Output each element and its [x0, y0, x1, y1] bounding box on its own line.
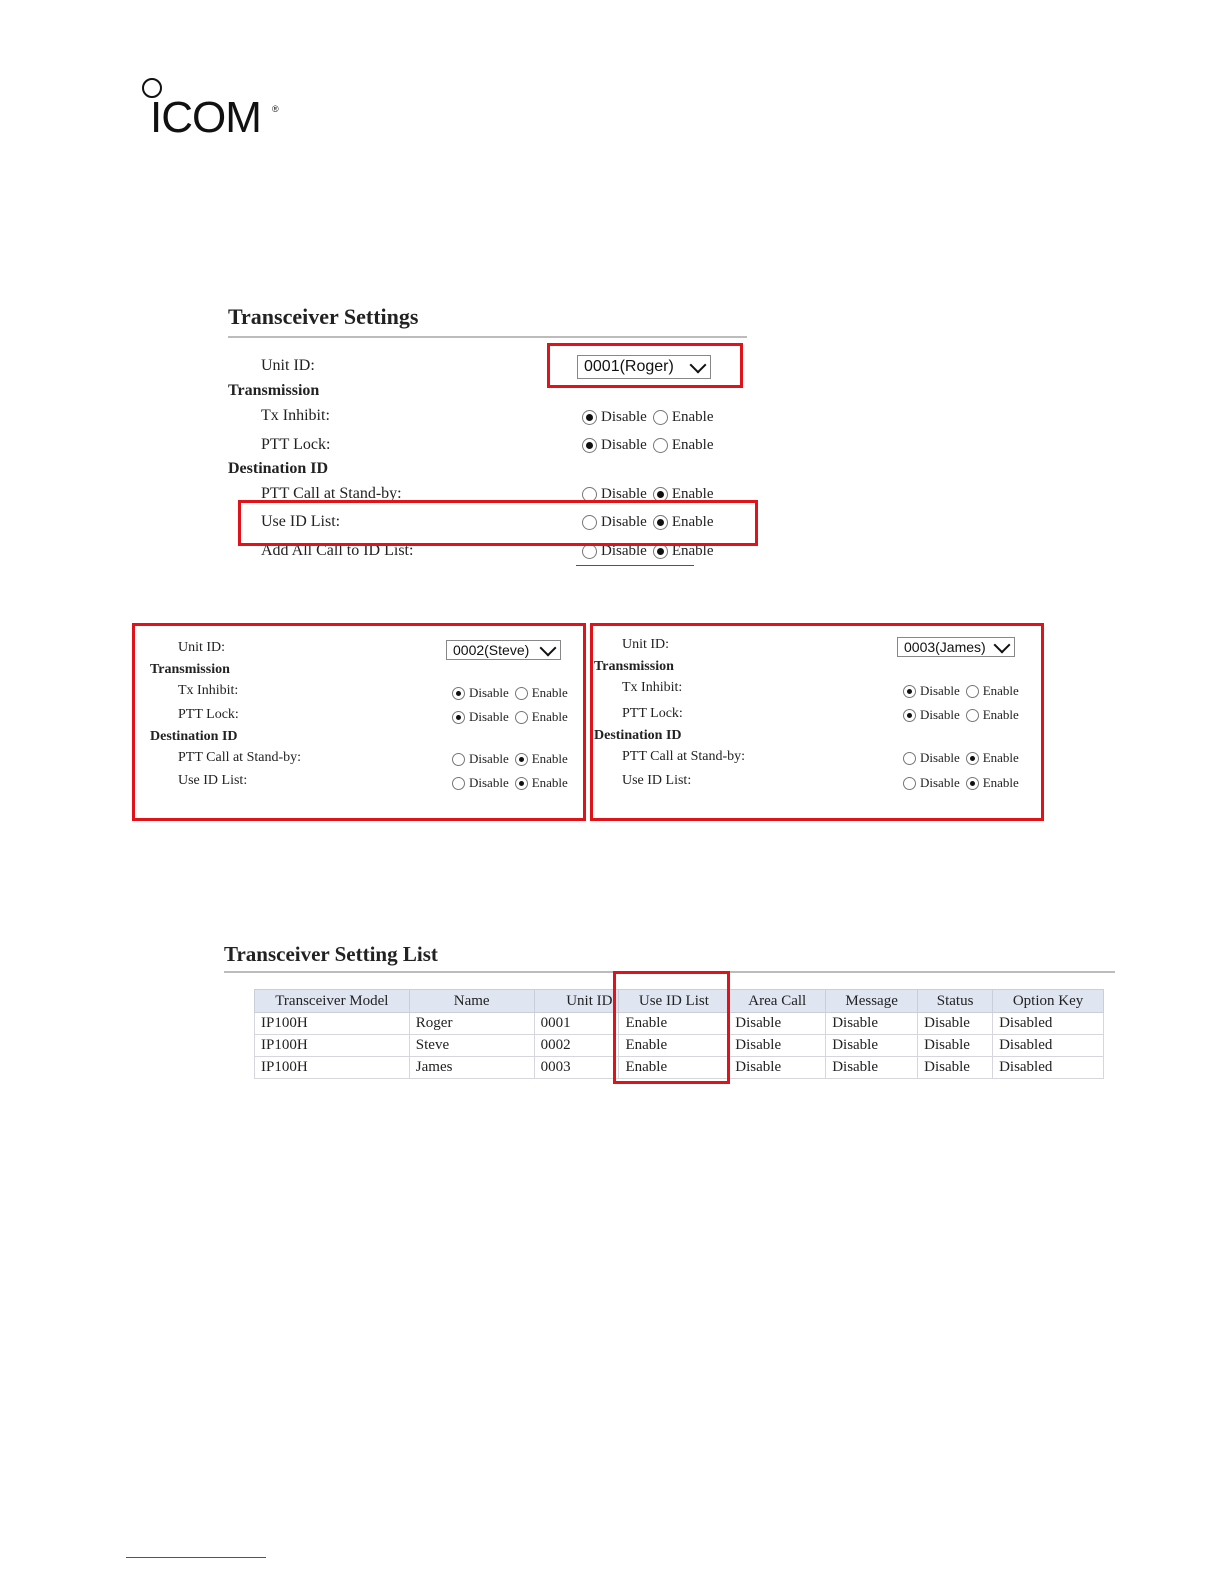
cell-status: Disable [918, 1035, 993, 1057]
steve-tx-inhibit-disable-radio[interactable] [452, 687, 465, 700]
radio-label: Enable [671, 543, 714, 559]
steve-unit-id-select[interactable] [446, 640, 561, 660]
unit-id-label: Unit ID: [261, 357, 315, 374]
cell-unit-id: 0001 [534, 1013, 619, 1035]
steve-ptt-lock-enable-radio[interactable] [515, 711, 528, 724]
james-tx-inhibit-disable-radio[interactable] [903, 685, 916, 698]
unit-id-highlight-box [547, 343, 743, 388]
james-use-id-list-radio-group [903, 775, 1025, 791]
settings-title-rule [228, 336, 747, 338]
col-header-name[interactable]: Name [409, 990, 534, 1013]
james-use-id-list-disable-radio[interactable] [903, 777, 916, 790]
james-ptt-call-radio-group [903, 750, 1025, 766]
radio-label: Disable [920, 775, 960, 790]
james-tx-inhibit-enable-radio[interactable] [966, 685, 979, 698]
ptt-lock-enable-radio[interactable] [653, 438, 668, 453]
cell-unit-id: 0003 [534, 1057, 619, 1079]
logo-wordmark: ICOM [150, 93, 261, 142]
radio-label: Disable [920, 683, 960, 698]
james-ptt-lock-radio-group [903, 707, 1025, 723]
chevron-down-icon [540, 639, 557, 656]
steve-use-id-list-disable-radio[interactable] [452, 777, 465, 790]
james-ptt-lock-disable-radio[interactable] [903, 709, 916, 722]
james-use-id-list-enable-radio[interactable] [966, 777, 979, 790]
radio-label: Enable [671, 486, 714, 502]
radio-label: Disable [601, 514, 647, 530]
radio-label: Enable [982, 775, 1019, 790]
tx-inhibit-label: Tx Inhibit: [261, 407, 330, 424]
col-header-unit-id[interactable]: Unit ID [534, 990, 619, 1013]
chevron-down-icon [994, 636, 1011, 653]
use-id-list-highlight-box [238, 500, 758, 546]
unit-id-select-value: 0001(Roger) [584, 358, 674, 375]
radio-label: Disable [601, 543, 647, 559]
footer-link-underline [126, 1557, 266, 1558]
cell-status: Disable [918, 1013, 993, 1035]
tx-inhibit-disable-radio[interactable] [582, 410, 597, 425]
cell-message: Disable [826, 1057, 918, 1079]
james-use-id-list-label: Use ID List: [622, 773, 692, 788]
steve-ptt-call-label: PTT Call at Stand-by: [178, 750, 302, 765]
add-all-call-disable-radio[interactable] [582, 544, 597, 559]
cell-use-id-list: Enable [619, 1035, 729, 1057]
cell-name: James [409, 1057, 534, 1079]
cell-name: Roger [409, 1013, 534, 1035]
steve-ptt-lock-label: PTT Lock: [178, 707, 239, 722]
radio-label: Disable [920, 707, 960, 722]
ptt-lock-label: PTT Lock: [261, 436, 331, 453]
cell-message: Disable [826, 1035, 918, 1057]
col-header-use-id-list[interactable]: Use ID List [619, 990, 729, 1013]
radio-label: Disable [469, 775, 509, 790]
radio-label: Disable [601, 486, 647, 502]
tx-inhibit-radio-group [582, 409, 719, 426]
cell-model: IP100H [255, 1013, 410, 1035]
james-unit-id-value: 0003(James) [904, 639, 986, 655]
steve-ptt-call-disable-radio[interactable] [452, 753, 465, 766]
add-all-call-enable-radio[interactable] [653, 544, 668, 559]
ptt-lock-disable-radio[interactable] [582, 438, 597, 453]
steve-ptt-lock-radio-group [452, 709, 574, 725]
cell-use-id-list: Enable [619, 1057, 729, 1079]
logo-registered-mark: ® [272, 104, 279, 114]
use-id-list-label: Use ID List: [261, 513, 341, 530]
steve-transmission-heading: Transmission [150, 662, 230, 677]
radio-label: Disable [469, 685, 509, 700]
cell-status: Disable [918, 1057, 993, 1079]
settings-title: Transceiver Settings [228, 304, 419, 329]
james-unit-id-select[interactable] [897, 637, 1015, 657]
radio-label: Enable [982, 750, 1019, 765]
james-ptt-lock-label: PTT Lock: [622, 706, 683, 721]
cell-area-call: Disable [729, 1035, 826, 1057]
steve-tx-inhibit-enable-radio[interactable] [515, 687, 528, 700]
steve-unit-id-label: Unit ID: [178, 640, 226, 655]
radio-label: Enable [531, 709, 568, 724]
col-header-model[interactable]: Transceiver Model [255, 990, 410, 1013]
james-transmission-heading: Transmission [594, 659, 674, 674]
james-tx-inhibit-label: Tx Inhibit: [622, 680, 683, 695]
radio-label: Enable [982, 683, 1019, 698]
james-destination-heading: Destination ID [594, 728, 682, 743]
james-ptt-call-enable-radio[interactable] [966, 752, 979, 765]
radio-label: Enable [531, 775, 568, 790]
col-header-area-call[interactable]: Area Call [729, 990, 826, 1013]
steve-tx-inhibit-label: Tx Inhibit: [178, 683, 239, 698]
james-ptt-lock-enable-radio[interactable] [966, 709, 979, 722]
use-id-list-column-highlight-box [613, 971, 730, 1084]
col-header-option-key[interactable]: Option Key [993, 990, 1104, 1013]
cell-area-call: Disable [729, 1013, 826, 1035]
col-header-status[interactable]: Status [918, 990, 993, 1013]
radio-label: Enable [531, 685, 568, 700]
james-tx-inhibit-radio-group [903, 683, 1025, 699]
steve-destination-heading: Destination ID [150, 729, 238, 744]
steve-tx-inhibit-radio-group [452, 685, 574, 701]
radio-label: Disable [920, 750, 960, 765]
cell-area-call: Disable [729, 1057, 826, 1079]
radio-label: Disable [601, 409, 647, 425]
tx-inhibit-enable-radio[interactable] [653, 410, 668, 425]
cell-name: Steve [409, 1035, 534, 1057]
steve-unit-id-value: 0002(Steve) [453, 642, 530, 658]
cell-option-key: Disabled [993, 1013, 1104, 1035]
radio-label: Enable [982, 707, 1019, 722]
scroll-cut-line [576, 565, 694, 566]
transmission-heading: Transmission [228, 382, 320, 399]
ptt-lock-radio-group [582, 437, 719, 454]
radio-label: Enable [671, 437, 714, 453]
steve-use-id-list-enable-radio[interactable] [515, 777, 528, 790]
cell-unit-id: 0002 [534, 1035, 619, 1057]
cell-option-key: Disabled [993, 1057, 1104, 1079]
steve-ptt-call-enable-radio[interactable] [515, 753, 528, 766]
james-ptt-call-disable-radio[interactable] [903, 752, 916, 765]
radio-label: Enable [531, 751, 568, 766]
radio-label: Enable [671, 514, 714, 530]
radio-label: Enable [671, 409, 714, 425]
james-ptt-call-label: PTT Call at Stand-by: [622, 749, 746, 764]
icom-logo [140, 76, 290, 146]
cell-message: Disable [826, 1013, 918, 1035]
steve-use-id-list-label: Use ID List: [178, 773, 248, 788]
col-header-message[interactable]: Message [826, 990, 918, 1013]
radio-label: Disable [601, 437, 647, 453]
james-unit-id-label: Unit ID: [622, 637, 670, 652]
steve-ptt-call-radio-group [452, 751, 574, 767]
cell-option-key: Disabled [993, 1035, 1104, 1057]
list-title: Transceiver Setting List [224, 942, 438, 966]
cell-model: IP100H [255, 1057, 410, 1079]
cell-use-id-list: Enable [619, 1013, 729, 1035]
add-all-call-label: Add All Call to ID List: [261, 542, 414, 559]
radio-label: Disable [469, 751, 509, 766]
steve-use-id-list-radio-group [452, 775, 574, 791]
radio-label: Disable [469, 709, 509, 724]
destination-heading: Destination ID [228, 460, 329, 477]
ptt-call-label: PTT Call at Stand-by: [261, 485, 402, 502]
steve-ptt-lock-disable-radio[interactable] [452, 711, 465, 724]
cell-model: IP100H [255, 1035, 410, 1057]
